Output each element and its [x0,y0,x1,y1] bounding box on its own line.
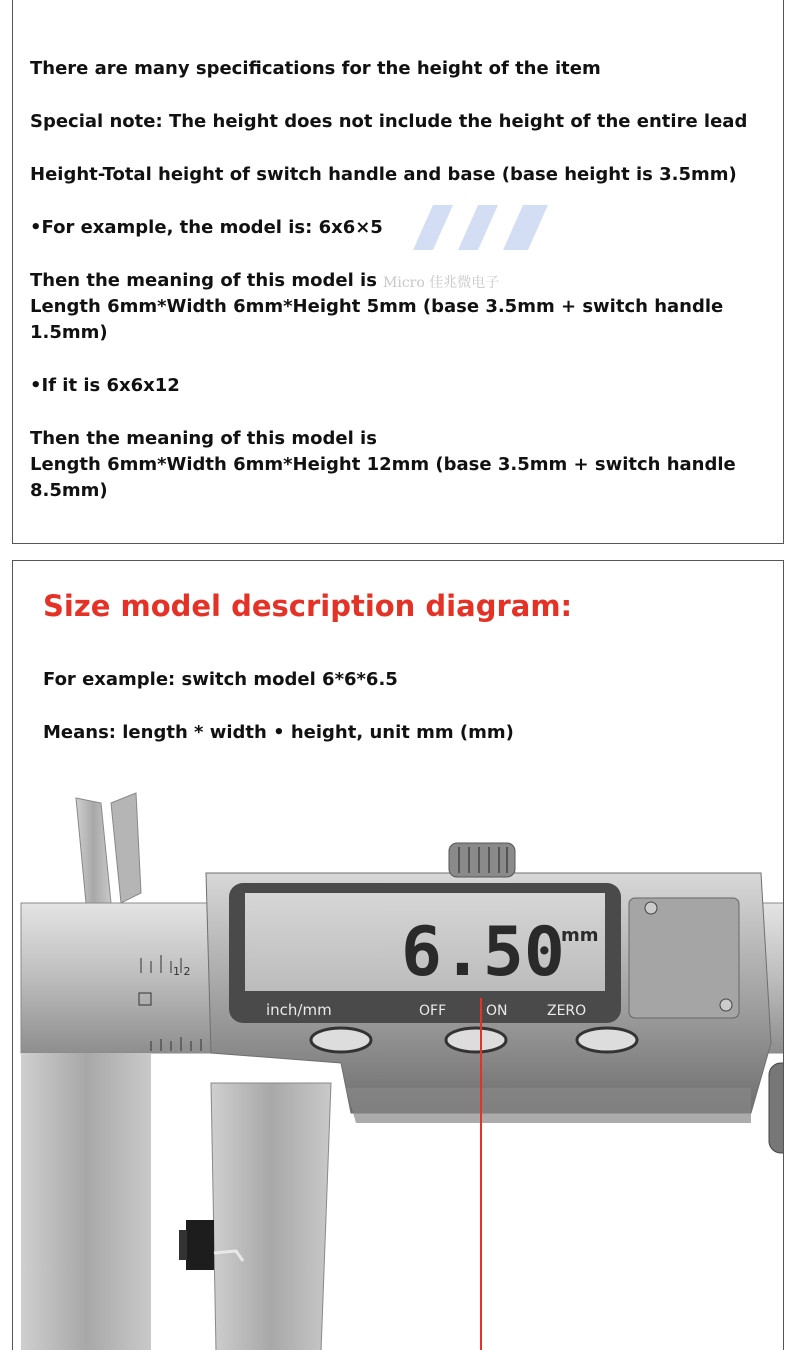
lcd-unit: mm [561,925,599,946]
lower-jaw-left [21,1053,151,1350]
upper-jaw-left [76,798,111,903]
brand-watermark-text: Micro 佳兆微电子 [383,275,500,291]
button-label-off: OFF [419,1003,447,1019]
spec-meaning-text-2-cont: 8.5mm) [30,480,108,501]
specs-panel [12,0,784,544]
spec-meaning-text-cont: 1.5mm) [30,322,108,343]
spec-example-bullet: •For example, the model is: 6x6×5 [30,217,383,238]
button-label-inch-mm: inch/mm [266,1001,332,1019]
spec-meaning-heading-2: Then the meaning of this model is [30,428,377,449]
caliper-photo [12,783,784,1350]
lcd-reading: 6.50 [401,913,565,992]
inch-mm-button [311,1028,371,1052]
spec-meaning-text-2: Length 6mm*Width 6mm*Height 12mm (base 3.5mm + switch handle [30,454,736,475]
zero-button [577,1028,637,1052]
on-off-button [446,1028,506,1052]
spec-line-1: There are many specifications for the height of the item [30,58,601,79]
diagram-example-text: For example: switch model 6*6*6.5 [43,669,398,690]
spec-line-3: Height-Total height of switch handle and base (base height is 3.5mm) [30,164,737,185]
button-label-zero: ZERO [547,1003,587,1019]
beam-scale-numbers: 1 2 [173,965,191,978]
upper-jaw-right [111,793,141,903]
button-label-on: ON [486,1003,508,1019]
diagram-panel [12,560,784,1350]
diagram-means-text: Means: length * width • height, unit mm (mm) [43,722,514,743]
spec-meaning-heading: Then the meaning of this model is [30,270,377,291]
spec-meaning-text: Length 6mm*Width 6mm*Height 5mm (base 3.5mm + switch handle [30,296,724,317]
spec-line-2: Special note: The height does not include the height of the entire lead [30,111,748,132]
lower-jaw-right [211,1083,331,1350]
diagram-title: Size model description diagram: [43,589,573,623]
spec-example-bullet-2: •If it is 6x6x12 [30,375,180,396]
